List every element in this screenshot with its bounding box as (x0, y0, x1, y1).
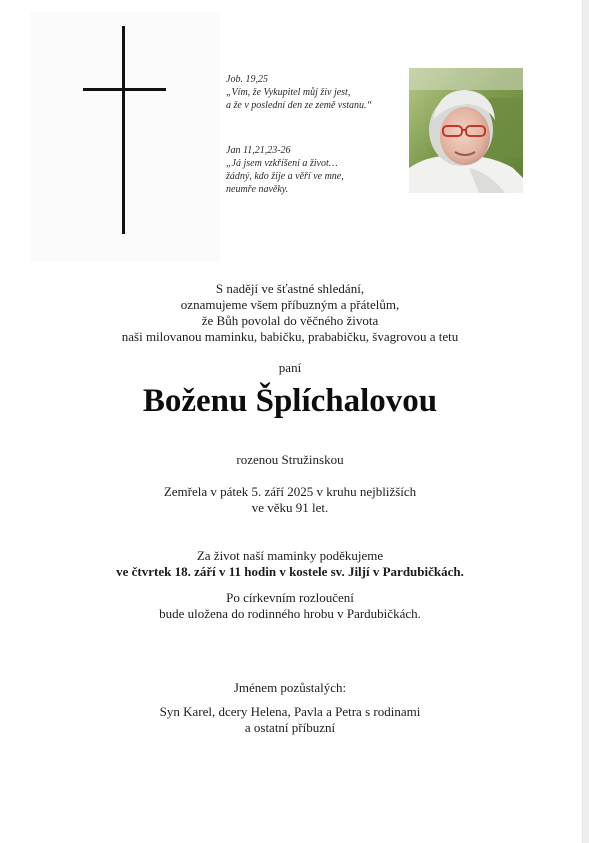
burial-notice (0, 590, 580, 622)
verse-line: a že v poslední den ze země vstanu.“ (226, 100, 373, 111)
cross-horizontal-bar (83, 88, 166, 91)
death-notice (0, 484, 580, 516)
title-word: paní (278, 360, 302, 375)
service-detail: ve čtvrtek 18. září v 11 hodin v kostele sv. Jiljí v Pardubičkách. (116, 564, 464, 579)
family-line: Syn Karel, dcery Helena, Pavla a Petra s rodinami (159, 704, 421, 719)
burial-line: Po církevním rozloučení (226, 590, 354, 605)
intro-line: že Bůh povolal do věčného života (201, 313, 379, 328)
family-line: a ostatní příbuzní (244, 720, 336, 735)
verse-line: „Vím, že Vykupitel můj živ jest, (226, 87, 351, 98)
verse-reference: Jan 11,21,23-26 (226, 145, 291, 156)
page-edge (582, 0, 589, 843)
intro-line: S nadějí ve šťastné shledání, (215, 281, 365, 296)
intro-line: oznamujeme všem příbuzným a přátelům, (180, 297, 400, 312)
verse-line: žádný, kdo žije a věří ve mne, (226, 171, 344, 182)
portrait-photo-icon (409, 68, 523, 193)
verse-line: neumře navěky. (226, 184, 289, 195)
burial-line: bude uložena do rodinného hrobu v Pardubičkách. (159, 606, 421, 621)
verse-job (226, 73, 396, 112)
portrait-photo (409, 68, 523, 193)
maiden-name: rozenou Stružinskou (236, 452, 344, 467)
announcement-intro (0, 281, 580, 345)
death-line: Zemřela v pátek 5. září 2025 v kruhu nejbližších (163, 484, 417, 499)
verse-reference: Job. 19,25 (226, 74, 268, 85)
family-signature (0, 704, 580, 736)
funeral-service (0, 548, 580, 580)
cross-panel (30, 12, 220, 262)
verse-line: „Já jsem vzkříšení a život… (226, 158, 338, 169)
on-behalf-line: Jménem pozůstalých: (233, 680, 347, 695)
intro-line: naši milovanou maminku, babičku, prababičku, švagrovou a tetu (121, 329, 459, 344)
cross-vertical-bar (122, 26, 125, 234)
verse-john (226, 144, 396, 196)
death-line: ve věku 91 let. (251, 500, 329, 515)
deceased-name: Boženu Šplíchalovou (142, 383, 438, 419)
service-line: Za život naší maminky poděkujeme (196, 548, 384, 563)
